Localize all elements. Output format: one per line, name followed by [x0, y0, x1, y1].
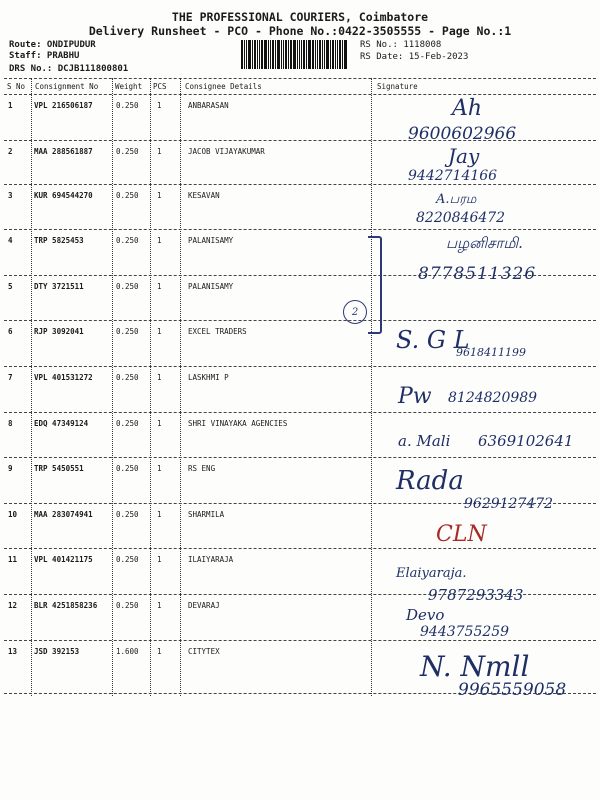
- row-serial-number: 6: [8, 327, 13, 336]
- row-consignee: LASKHMI P: [188, 373, 229, 382]
- table-header-rule: [4, 94, 596, 95]
- phone-note-7: 8124820989: [448, 390, 538, 406]
- row-weight: 0.250: [116, 282, 139, 291]
- row-divider: [4, 640, 596, 641]
- column-header-pcs: PCS: [153, 82, 167, 91]
- row-serial-number: 11: [8, 555, 18, 564]
- barcode-bar: [272, 40, 274, 69]
- signature-3: A.பரம: [436, 192, 477, 207]
- row-consignment-number: RJP 3092041: [34, 327, 84, 336]
- barcode: [241, 40, 354, 69]
- row-consignment-number: VPL 216506187: [34, 101, 93, 110]
- barcode-bar: [281, 40, 282, 69]
- barcode-bar: [283, 40, 284, 69]
- barcode-bar: [303, 40, 305, 69]
- barcode-bar: [332, 40, 334, 69]
- barcode-bar: [285, 40, 287, 69]
- phone-note-4: 8778511326: [418, 264, 537, 284]
- row-consignee: PALANISAMY: [188, 282, 234, 291]
- barcode-bar: [241, 40, 243, 69]
- signature-6: S. G L: [396, 326, 470, 354]
- drs-number: DRS No.: DCJB111800801: [9, 64, 129, 74]
- row-weight: 0.250: [116, 555, 139, 564]
- row-divider: [4, 184, 596, 185]
- row-pieces: 1: [157, 510, 162, 519]
- signature-2: Jay: [448, 144, 480, 168]
- signature-7: Pw: [398, 384, 432, 409]
- row-consignment-number: BLR 4251858236: [34, 601, 98, 610]
- phone-note-12: 9443755259: [420, 624, 510, 640]
- barcode-bar: [244, 40, 245, 69]
- col-divider: [371, 78, 372, 696]
- row-weight: 0.250: [116, 147, 139, 156]
- row-consignment-number: MAA 288561887: [34, 147, 93, 156]
- barcode-bar: [293, 40, 296, 69]
- column-header-consignment: Consignment No: [35, 82, 99, 91]
- table-top-rule: [4, 78, 596, 79]
- row-divider: [4, 320, 596, 321]
- rs-date: RS Date: 15-Feb-2023: [360, 52, 469, 62]
- barcode-bar: [322, 40, 323, 69]
- barcode-bar: [268, 40, 269, 69]
- row-consignment-number: VPL 401421175: [34, 555, 93, 564]
- row-pieces: 1: [157, 464, 162, 473]
- circled-number: 2: [343, 300, 367, 324]
- phone-note-9: 9629127472: [464, 496, 554, 512]
- phone-note-2: 9442714166: [408, 168, 498, 184]
- barcode-bar: [324, 40, 325, 69]
- col-divider: [112, 78, 113, 696]
- row-divider: [4, 229, 596, 230]
- row-serial-number: 4: [8, 236, 13, 245]
- barcode-bar: [261, 40, 263, 69]
- row-consignee: KESAVAN: [188, 191, 220, 200]
- barcode-bar: [288, 40, 289, 69]
- row-pieces: 1: [157, 373, 162, 382]
- barcode-bar: [335, 40, 336, 69]
- barcode-bar: [344, 40, 347, 69]
- barcode-bar: [312, 40, 314, 69]
- row-weight: 0.250: [116, 419, 139, 428]
- row-consignee: EXCEL TRADERS: [188, 327, 247, 336]
- row-consignee: SHARMILA: [188, 510, 225, 519]
- barcode-bar: [275, 40, 276, 69]
- row-pieces: 1: [157, 191, 162, 200]
- barcode-bar: [315, 40, 316, 69]
- signature-13: N. Nmll: [420, 650, 530, 683]
- row-consignee: ANBARASAN: [188, 101, 229, 110]
- col-divider: [180, 78, 181, 696]
- row-weight: 0.250: [116, 601, 139, 610]
- row-serial-number: 12: [8, 601, 18, 610]
- row-consignee: JACOB VIJAYAKUMAR: [188, 147, 265, 156]
- row-pieces: 1: [157, 147, 162, 156]
- row-serial-number: 3: [8, 191, 13, 200]
- row-pieces: 1: [157, 236, 162, 245]
- row-consignment-number: TRP 5825453: [34, 236, 84, 245]
- row-pieces: 1: [157, 327, 162, 336]
- signature-12: Devo: [406, 606, 445, 624]
- row-divider: [4, 457, 596, 458]
- barcode-bar: [246, 40, 247, 69]
- row-weight: 0.250: [116, 327, 139, 336]
- row-consignment-number: TRP 5450551: [34, 464, 84, 473]
- barcode-bar: [299, 40, 300, 69]
- barcode-bar: [339, 40, 341, 69]
- barcode-bar: [337, 40, 338, 69]
- row-pieces: 1: [157, 282, 162, 291]
- barcode-bar: [259, 40, 260, 69]
- row-consignment-number: JSD 392153: [34, 647, 80, 656]
- row-consignment-number: KUR 694544270: [34, 191, 93, 200]
- row-consignment-number: EDQ 47349124: [34, 419, 89, 428]
- phone-note-8: 6369102641: [478, 432, 574, 450]
- signature-1: Ah: [452, 96, 483, 121]
- phone-note-6: 9618411199: [456, 346, 526, 359]
- row-serial-number: 9: [8, 464, 13, 473]
- barcode-bar: [308, 40, 311, 69]
- row-serial-number: 5: [8, 282, 13, 291]
- barcode-bar: [248, 40, 251, 69]
- column-header-consignee: Consignee Details: [185, 82, 262, 91]
- signature-8: a. Mali: [398, 432, 451, 450]
- phone-note-13: 9965559058: [458, 680, 567, 700]
- signature-9: Rada: [396, 466, 464, 496]
- row-weight: 0.250: [116, 101, 139, 110]
- column-header-signature: Signature: [377, 82, 418, 91]
- row-consignment-number: VPL 401531272: [34, 373, 93, 382]
- row-consignment-number: MAA 283074941: [34, 510, 93, 519]
- barcode-bar: [319, 40, 321, 69]
- col-divider: [150, 78, 151, 696]
- barcode-bar: [317, 40, 318, 69]
- row-consignee: PALANISAMY: [188, 236, 234, 245]
- barcode-bar: [297, 40, 298, 69]
- row-divider: [4, 412, 596, 413]
- row-weight: 0.250: [116, 191, 139, 200]
- barcode-bar: [301, 40, 302, 69]
- rs-number: RS No.: 1118008: [360, 40, 442, 50]
- col-divider: [31, 78, 32, 696]
- route-label: Route: ONDIPUDUR: [9, 40, 96, 50]
- row-consignee: SHRI VINAYAKA AGENCIES: [188, 419, 288, 428]
- barcode-bar: [257, 40, 258, 69]
- row-consignee: DEVARAJ: [188, 601, 220, 610]
- signature-10: CLN: [436, 522, 487, 547]
- column-header-weight: Weight: [115, 82, 143, 91]
- barcode-bar: [252, 40, 253, 69]
- row-serial-number: 2: [8, 147, 13, 156]
- barcode-bar: [277, 40, 280, 69]
- row-consignment-number: DTY 3721511: [34, 282, 84, 291]
- row-pieces: 1: [157, 601, 162, 610]
- row-weight: 0.250: [116, 373, 139, 382]
- phone-note-1: 9600602966: [408, 124, 517, 144]
- barcode-bar: [290, 40, 292, 69]
- row-weight: 0.250: [116, 464, 139, 473]
- barcode-bar: [306, 40, 307, 69]
- row-weight: 0.250: [116, 236, 139, 245]
- row-serial-number: 1: [8, 101, 13, 110]
- document-subtitle: Delivery Runsheet - PCO - Phone No.:0422-3505555 - Page No.:1: [88, 24, 512, 38]
- barcode-bar: [330, 40, 331, 69]
- barcode-bar: [264, 40, 267, 69]
- row-serial-number: 7: [8, 373, 13, 382]
- barcode-bar: [254, 40, 256, 69]
- row-weight: 0.250: [116, 510, 139, 519]
- barcode-bar: [270, 40, 271, 69]
- row-consignee: RS ENG: [188, 464, 216, 473]
- row-pieces: 1: [157, 647, 162, 656]
- row-divider: [4, 548, 596, 549]
- barcode-bar: [326, 40, 329, 69]
- row-consignee: ILAIYARAJA: [188, 555, 234, 564]
- document-title: THE PROFESSIONAL COURIERS, Coimbatore: [171, 10, 429, 24]
- phone-note-3: 8220846472: [416, 210, 506, 226]
- row-serial-number: 10: [8, 510, 18, 519]
- row-pieces: 1: [157, 101, 162, 110]
- staff-label: Staff: PRABHU: [9, 51, 80, 61]
- row-pieces: 1: [157, 555, 162, 564]
- row-pieces: 1: [157, 419, 162, 428]
- barcode-bar: [342, 40, 343, 69]
- row-serial-number: 8: [8, 419, 13, 428]
- signature-4: பழனிசாமி.: [446, 234, 523, 252]
- bracket-mark: [368, 236, 382, 334]
- row-consignee: CITYTEX: [188, 647, 220, 656]
- column-header-sno: S No: [7, 82, 26, 91]
- signature-11: Elaiyaraja.: [396, 566, 467, 581]
- phone-note-11: 9787293343: [428, 586, 524, 604]
- row-divider: [4, 366, 596, 367]
- row-serial-number: 13: [8, 647, 18, 656]
- row-weight: 1.600: [116, 647, 139, 656]
